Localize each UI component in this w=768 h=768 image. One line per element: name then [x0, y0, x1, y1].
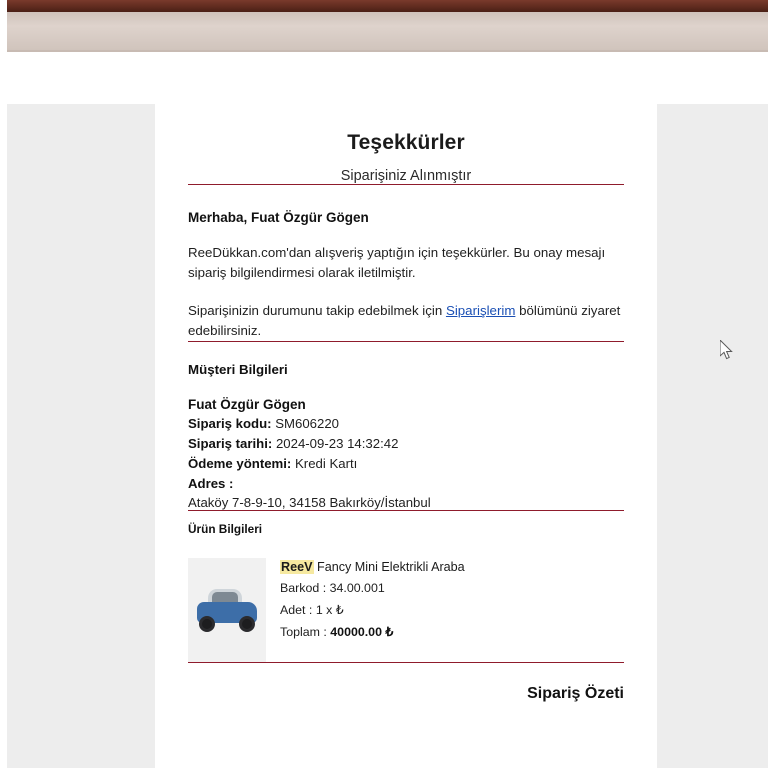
banner-left-margin — [0, 0, 7, 52]
customer-name: Fuat Özgür Gögen — [188, 397, 306, 412]
divider-product — [188, 510, 624, 511]
product-section-title: Ürün Bilgileri — [188, 522, 263, 536]
email-card — [155, 104, 657, 768]
address-value: Ataköy 7-8-9-10, 34158 Bakırköy/İstanbul — [188, 495, 431, 510]
mouse-cursor-icon — [720, 340, 734, 360]
banner-light-strip — [0, 12, 768, 52]
banner-dark-strip — [0, 0, 768, 12]
greeting-text: Merhaba, Fuat Özgür Gögen — [188, 210, 369, 225]
banner-bottom-edge — [0, 50, 768, 52]
product-quantity-row — [280, 602, 465, 617]
product-quantity-label: Adet : — [280, 603, 313, 617]
divider-customer — [188, 341, 624, 342]
product-quantity-value: 1 x ₺ — [315, 603, 344, 617]
product-barcode-value: 34.00.001 — [329, 581, 385, 595]
intro-paragraph: ReeDükkan.com'dan alışveriş yaptığın için teşekkürler. Bu onay mesajı sipariş bilgilendirmesi olarak iletilmiştir. — [188, 245, 606, 280]
customer-section-title: Müşteri Bilgileri — [188, 362, 288, 377]
page-title: Teşekkürler — [347, 131, 465, 154]
order-date-row — [188, 435, 624, 452]
order-code-row — [188, 415, 624, 432]
address-label: Adres : — [188, 476, 234, 491]
page-left-margin — [0, 104, 7, 768]
divider-summary — [188, 662, 624, 663]
payment-method-value: Kredi Kartı — [295, 456, 358, 471]
product-total-value: 40000.00 ₺ — [330, 625, 394, 639]
order-code-label: Sipariş kodu: — [188, 416, 272, 431]
order-date-label: Sipariş tarihi: — [188, 436, 273, 451]
product-total-label: Toplam : — [280, 625, 327, 639]
product-title — [280, 560, 465, 574]
order-summary-title: Sipariş Özeti — [527, 685, 624, 702]
order-code-value: SM606220 — [275, 416, 340, 431]
product-row — [188, 558, 624, 662]
payment-method-row — [188, 455, 624, 472]
product-name: Fancy Mini Elektrikli Araba — [313, 560, 465, 574]
tracking-text-before: Siparişinizin durumunu takip edebilmek için — [188, 303, 446, 318]
product-details — [280, 558, 465, 662]
tracking-paragraph — [188, 301, 624, 341]
page-subtitle: Siparişiniz Alınmıştır — [340, 168, 472, 184]
tracking-text-after: bölümünü ziyaret edebilirsiniz. — [188, 303, 621, 338]
product-thumbnail — [188, 558, 266, 662]
product-barcode-label: Barkod : — [280, 581, 327, 595]
orders-link[interactable]: Siparişlerim — [445, 303, 516, 318]
divider-top — [188, 184, 624, 185]
header-banner — [0, 0, 768, 52]
product-total-row — [280, 624, 465, 639]
address-row — [188, 475, 624, 492]
order-date-value: 2024-09-23 14:32:42 — [275, 436, 399, 451]
product-barcode-row — [280, 581, 465, 595]
payment-method-label: Ödeme yöntemi: — [188, 456, 292, 471]
product-brand: ReeV — [281, 560, 313, 574]
toy-car-icon — [195, 588, 259, 632]
